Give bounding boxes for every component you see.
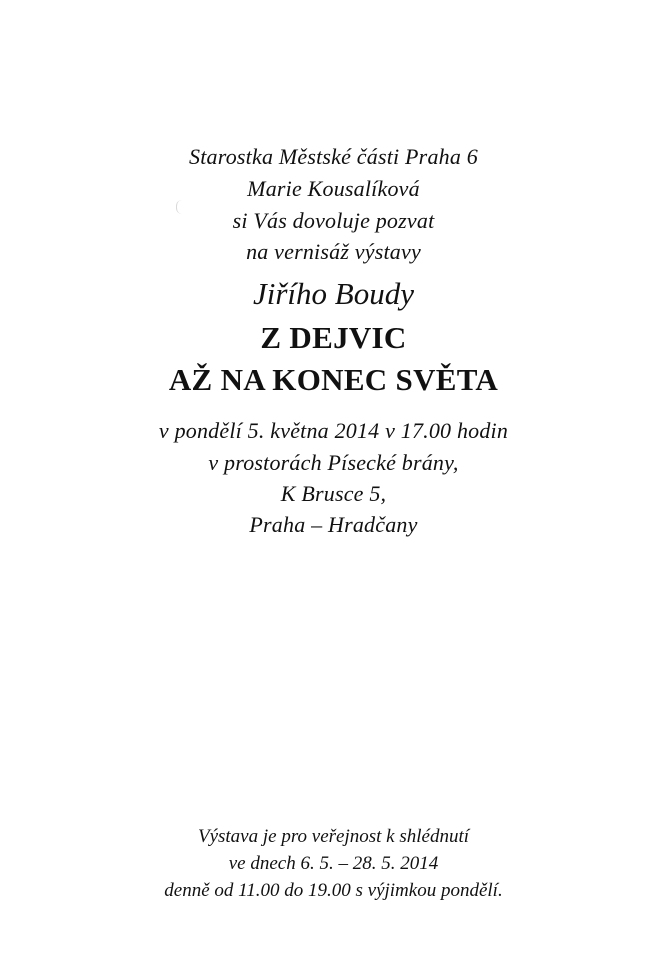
footer-line-1: Výstava je pro veřejnost k shlédnutí xyxy=(197,826,470,847)
artist-name: Jiřího Boudy xyxy=(253,276,414,311)
host-line: Starostka Městské části Praha 6 xyxy=(189,144,478,169)
invite-line: si Vás dovoluje pozvat xyxy=(232,208,435,233)
event-city: Praha – Hradčany xyxy=(249,512,418,537)
host-name: Marie Kousalíková xyxy=(247,176,420,201)
footer-line-3: denně od 11.00 do 19.00 s výjimkou pondělí. xyxy=(164,880,503,901)
event-street: K Brusce 5, xyxy=(280,481,387,506)
event-venue: v prostorách Písecké brány, xyxy=(208,450,459,475)
exhibition-title-line-1: Z DEJVIC xyxy=(260,320,407,355)
exhibition-title-line-2: AŽ NA KONEC SVĚTA xyxy=(168,362,499,397)
event-line: na vernisáž výstavy xyxy=(246,239,421,264)
event-date-time: v pondělí 5. května 2014 v 17.00 hodin xyxy=(158,418,509,443)
footer-line-2: ve dnech 6. 5. – 28. 5. 2014 xyxy=(228,853,439,874)
